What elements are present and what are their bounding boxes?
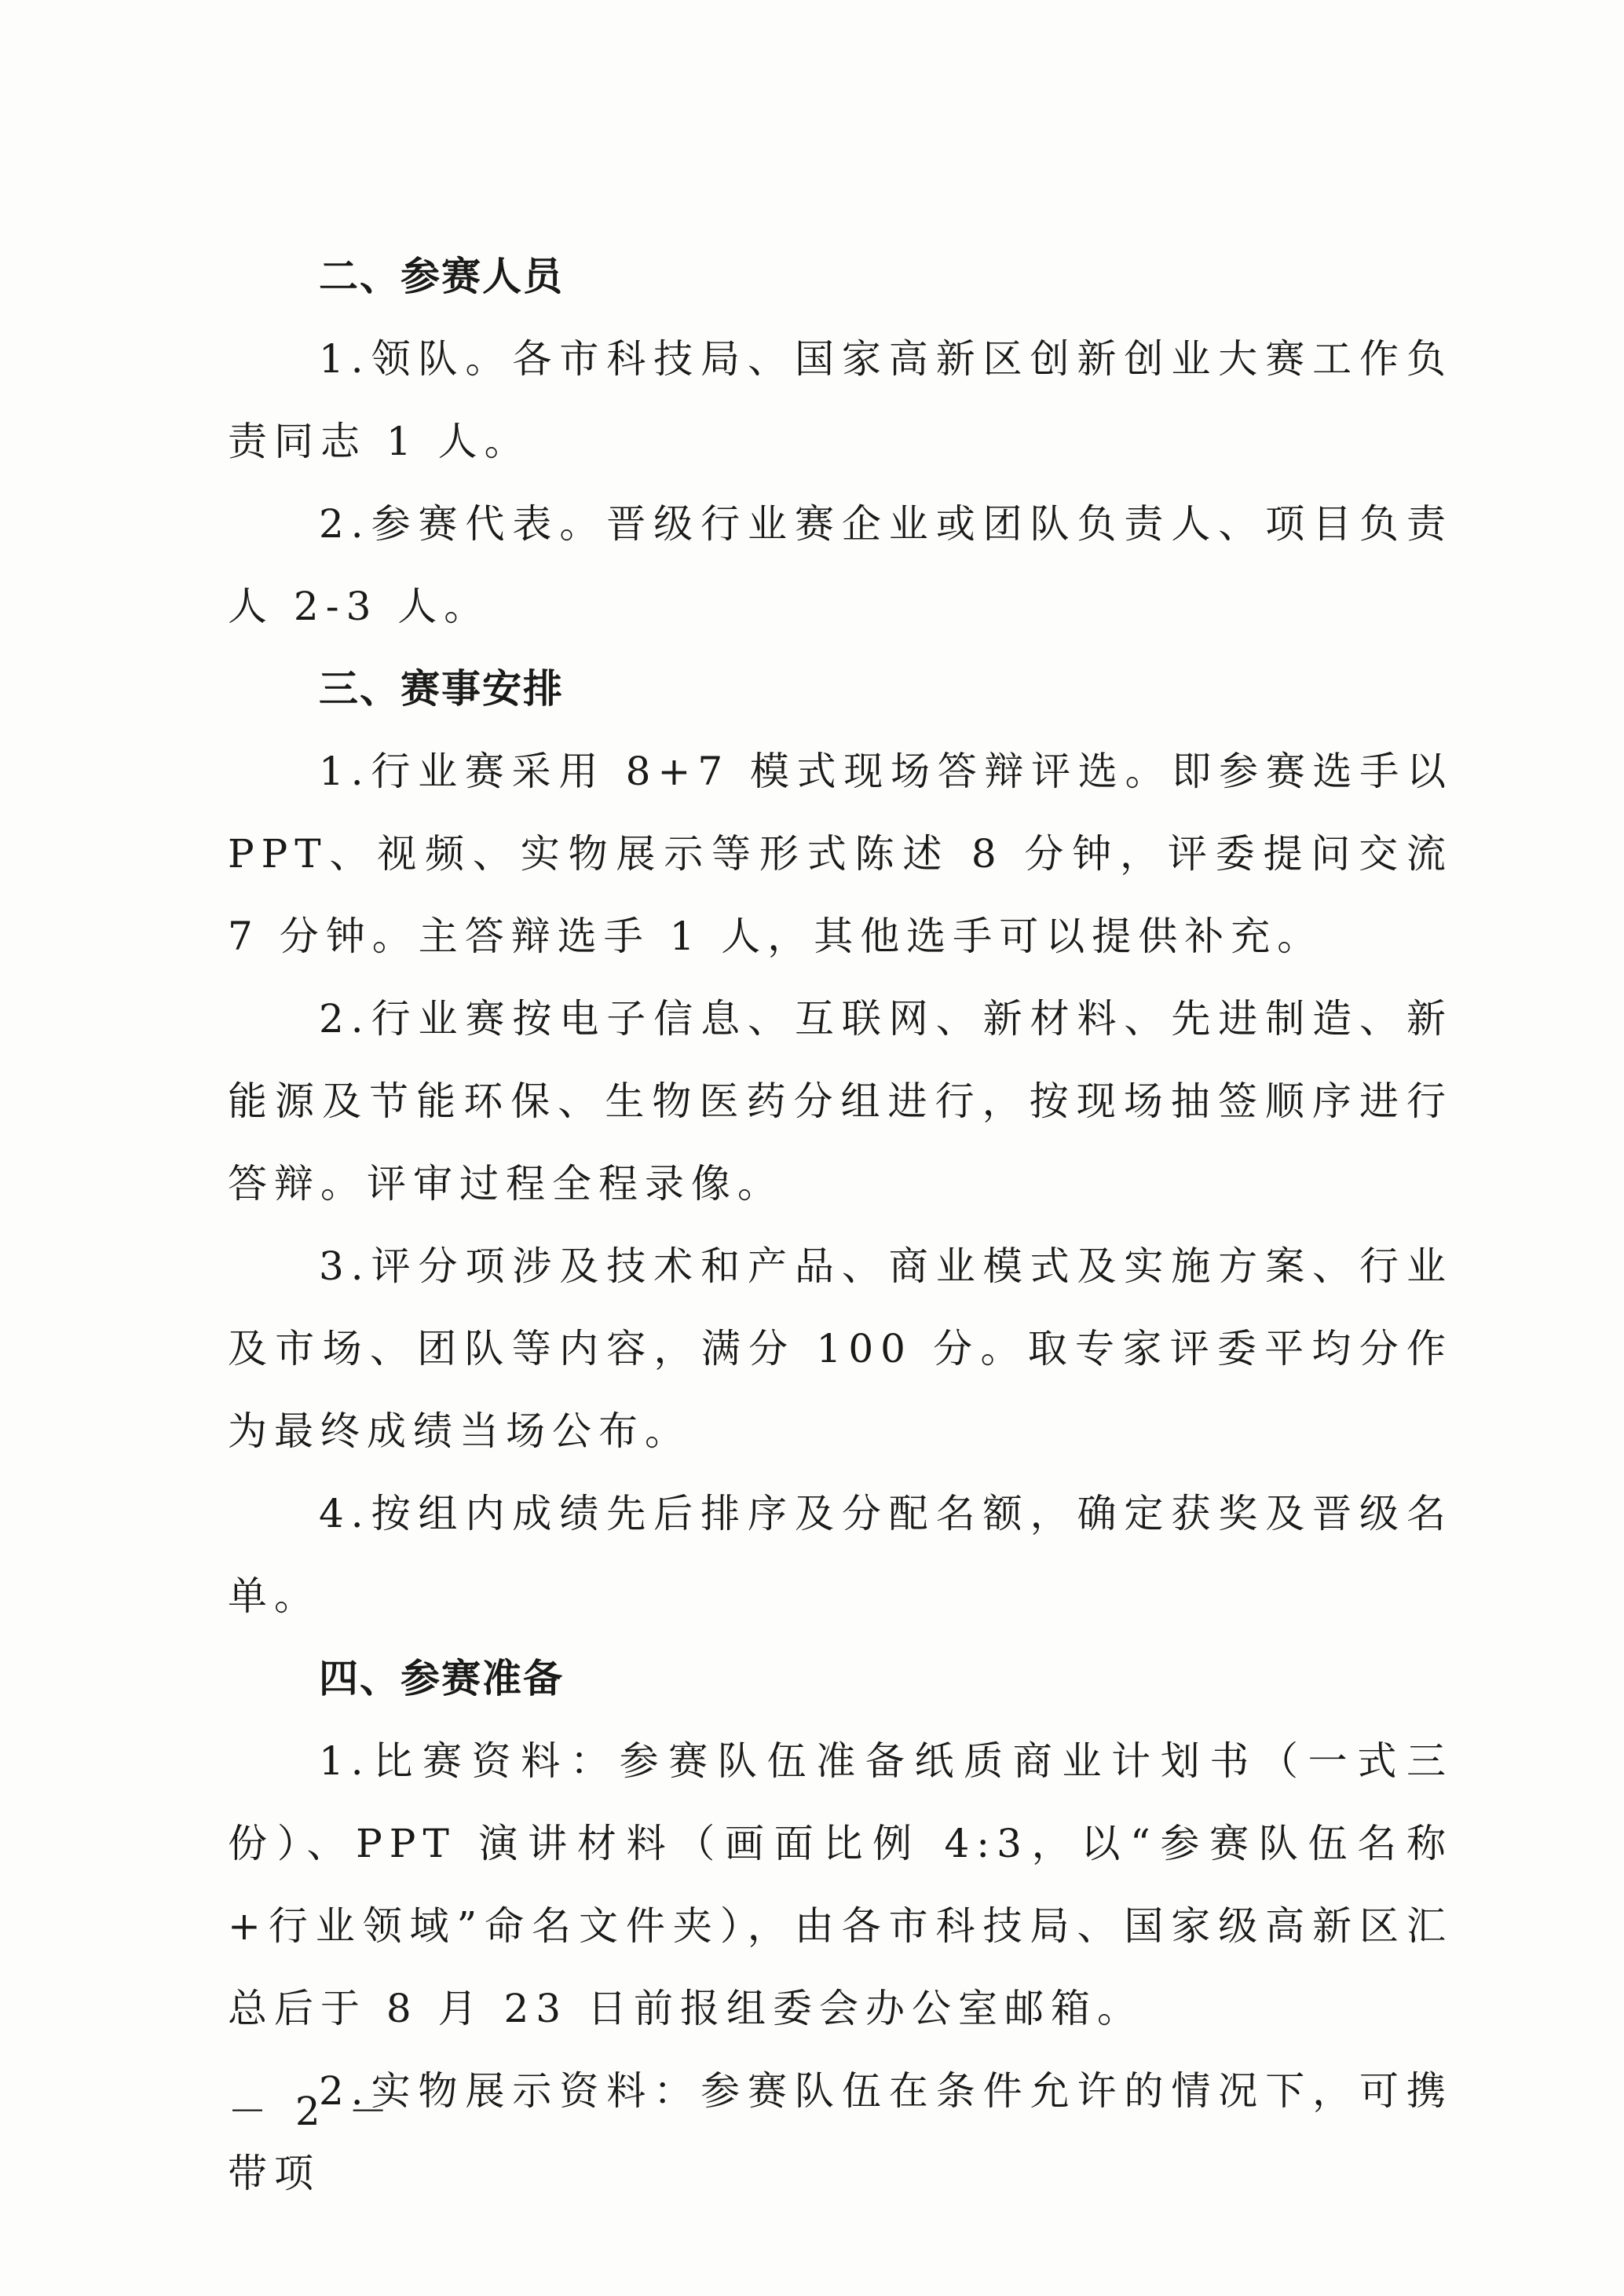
page-number: － 2 － — [228, 2089, 396, 2134]
document-body — [228, 236, 1453, 2215]
paragraph-groups: 2.行业赛按电子信息、互联网、新材料、先进制造、新能源及节能环保、生物医药分组进行，按现场抽签顺序进行答辩。评审过程全程录像。 — [228, 996, 1453, 1207]
paragraph-representatives: 2.参赛代表。晋级行业赛企业或团队负责人、项目负责人 2-3 人。 — [228, 501, 1453, 629]
section-heading-preparation: 四、参赛准备 — [319, 1656, 564, 1701]
paragraph-materials: 1.比赛资料：参赛队伍准备纸质商业计划书（一式三份）、PPT 演讲材料（画面比例 4:3，以“参赛队伍名称+行业领域”命名文件夹），由各市科技局、国家级高新区汇总后于 8 月 23 日前报组委会办公室邮箱。 — [228, 1738, 1453, 2031]
section-heading-schedule: 三、赛事安排 — [319, 666, 564, 712]
paragraph-team-leader: 1.领队。各市科技局、国家高新区创新创业大赛工作负责同志 1 人。 — [228, 336, 1453, 464]
paragraph-exhibits: 2.实物展示资料：参赛队伍在条件允许的情况下，可携带项 — [228, 2068, 1453, 2196]
paragraph-ranking: 4.按组内成绩先后排序及分配名额，确定获奖及晋级名单。 — [228, 1491, 1453, 1619]
paragraph-format: 1.行业赛采用 8+7 模式现场答辩评选。即参赛选手以 PPT、视频、实物展示等形式陈述 8 分钟，评委提问交流 7 分钟。主答辩选手 1 人，其他选手可以提供补充。 — [228, 749, 1453, 959]
paragraph-scoring: 3.评分项涉及技术和产品、商业模式及实施方案、行业及市场、团队等内容，满分 100 分。取专家评委平均分作为最终成绩当场公布。 — [228, 1243, 1453, 1454]
section-heading-participants: 二、参赛人员 — [319, 254, 564, 299]
